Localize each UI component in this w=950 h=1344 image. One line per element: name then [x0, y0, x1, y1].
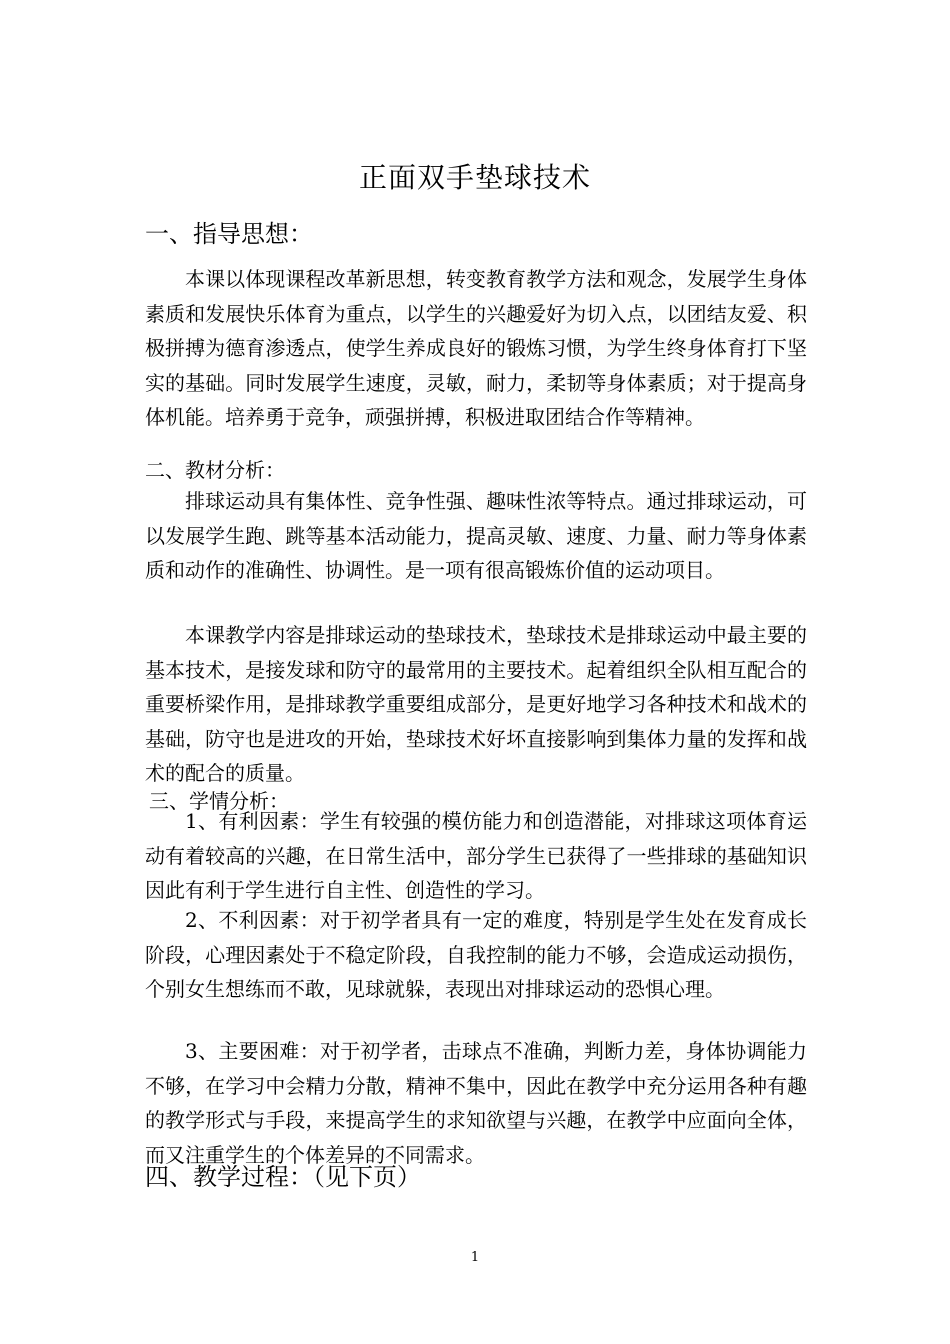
document-title: 正面双手垫球技术: [358, 161, 591, 194]
paragraph-unfavorable-factors: 2、不利因素：对于初学者具有一定的难度，特别是学生处在发育成长阶段，心理因素处于不稳定阶段，自我控制的能力不够，会造成运动损伤，个别女生想练而不敢，见球就躲，表现出对排球运动的恐惧心理。: [145, 908, 807, 1001]
section-heading-student-analysis: 三、学情分析：: [149, 789, 289, 813]
section-heading-material-analysis: 二、教材分析：: [145, 458, 285, 482]
paragraph-favorable-factors: 1、有利因素：学生有较强的模仿能力和创造潜能，对排球这项体育运动有着较高的兴趣，在日常生活中，部分学生已获得了一些排球的基础知识因此有利于学生进行自主性、创造性的学习。: [145, 809, 807, 902]
section-heading-guiding-thought: 一、指导思想：: [145, 220, 313, 248]
paragraph-guiding-thought: 本课以体现课程改革新思想，转变教育教学方法和观念，发展学生身体素质和发展快乐体育为重点，以学生的兴趣爱好为切入点，以团结友爱、积极拼搏为德育渗透点，使学生养成良好的锻炼习惯，为学生终身体育打下坚实的基础。同时发展学生速度，灵敏，耐力，柔韧等身体素质；对于提高身体机能。培养勇于竞争，顽强拼搏，积极进取团结合作等精神。: [145, 267, 807, 429]
paragraph-main-difficulties: 3、主要困难：对于初学者，击球点不准确，判断力差，身体协调能力不够，在学习中会精力分散，精神不集中，因此在教学中充分运用各种有趣的教学形式与手段，来提高学生的求知欲望与兴趣，在教学中应面向全体，而又注重学生的个体差异的不同需求。: [145, 1039, 807, 1167]
section-heading-teaching-process: 四、教学过程：（见下页）: [145, 1163, 421, 1191]
page-number: 1: [470, 1250, 480, 1265]
paragraph-material-analysis-2: 本课教学内容是排球运动的垫球技术，垫球技术是排球运动中最主要的基本技术，是接发球和防守的最常用的主要技术。起着组织全队相互配合的重要桥梁作用，是排球教学重要组成部分，是更好地学习各种技术和战术的基础，防守也是进攻的开始，垫球技术好坏直接影响到集体力量的发挥和战术的配合的质量。: [145, 623, 807, 785]
paragraph-material-analysis-1: 排球运动具有集体性、竞争性强、趣味性浓等特点。通过排球运动，可以发展学生跑、跳等基本活动能力，提高灵敏、速度、力量、耐力等身体素质和动作的准确性、协调性。是一项有很高锻炼价值的运动项目。: [145, 489, 807, 582]
